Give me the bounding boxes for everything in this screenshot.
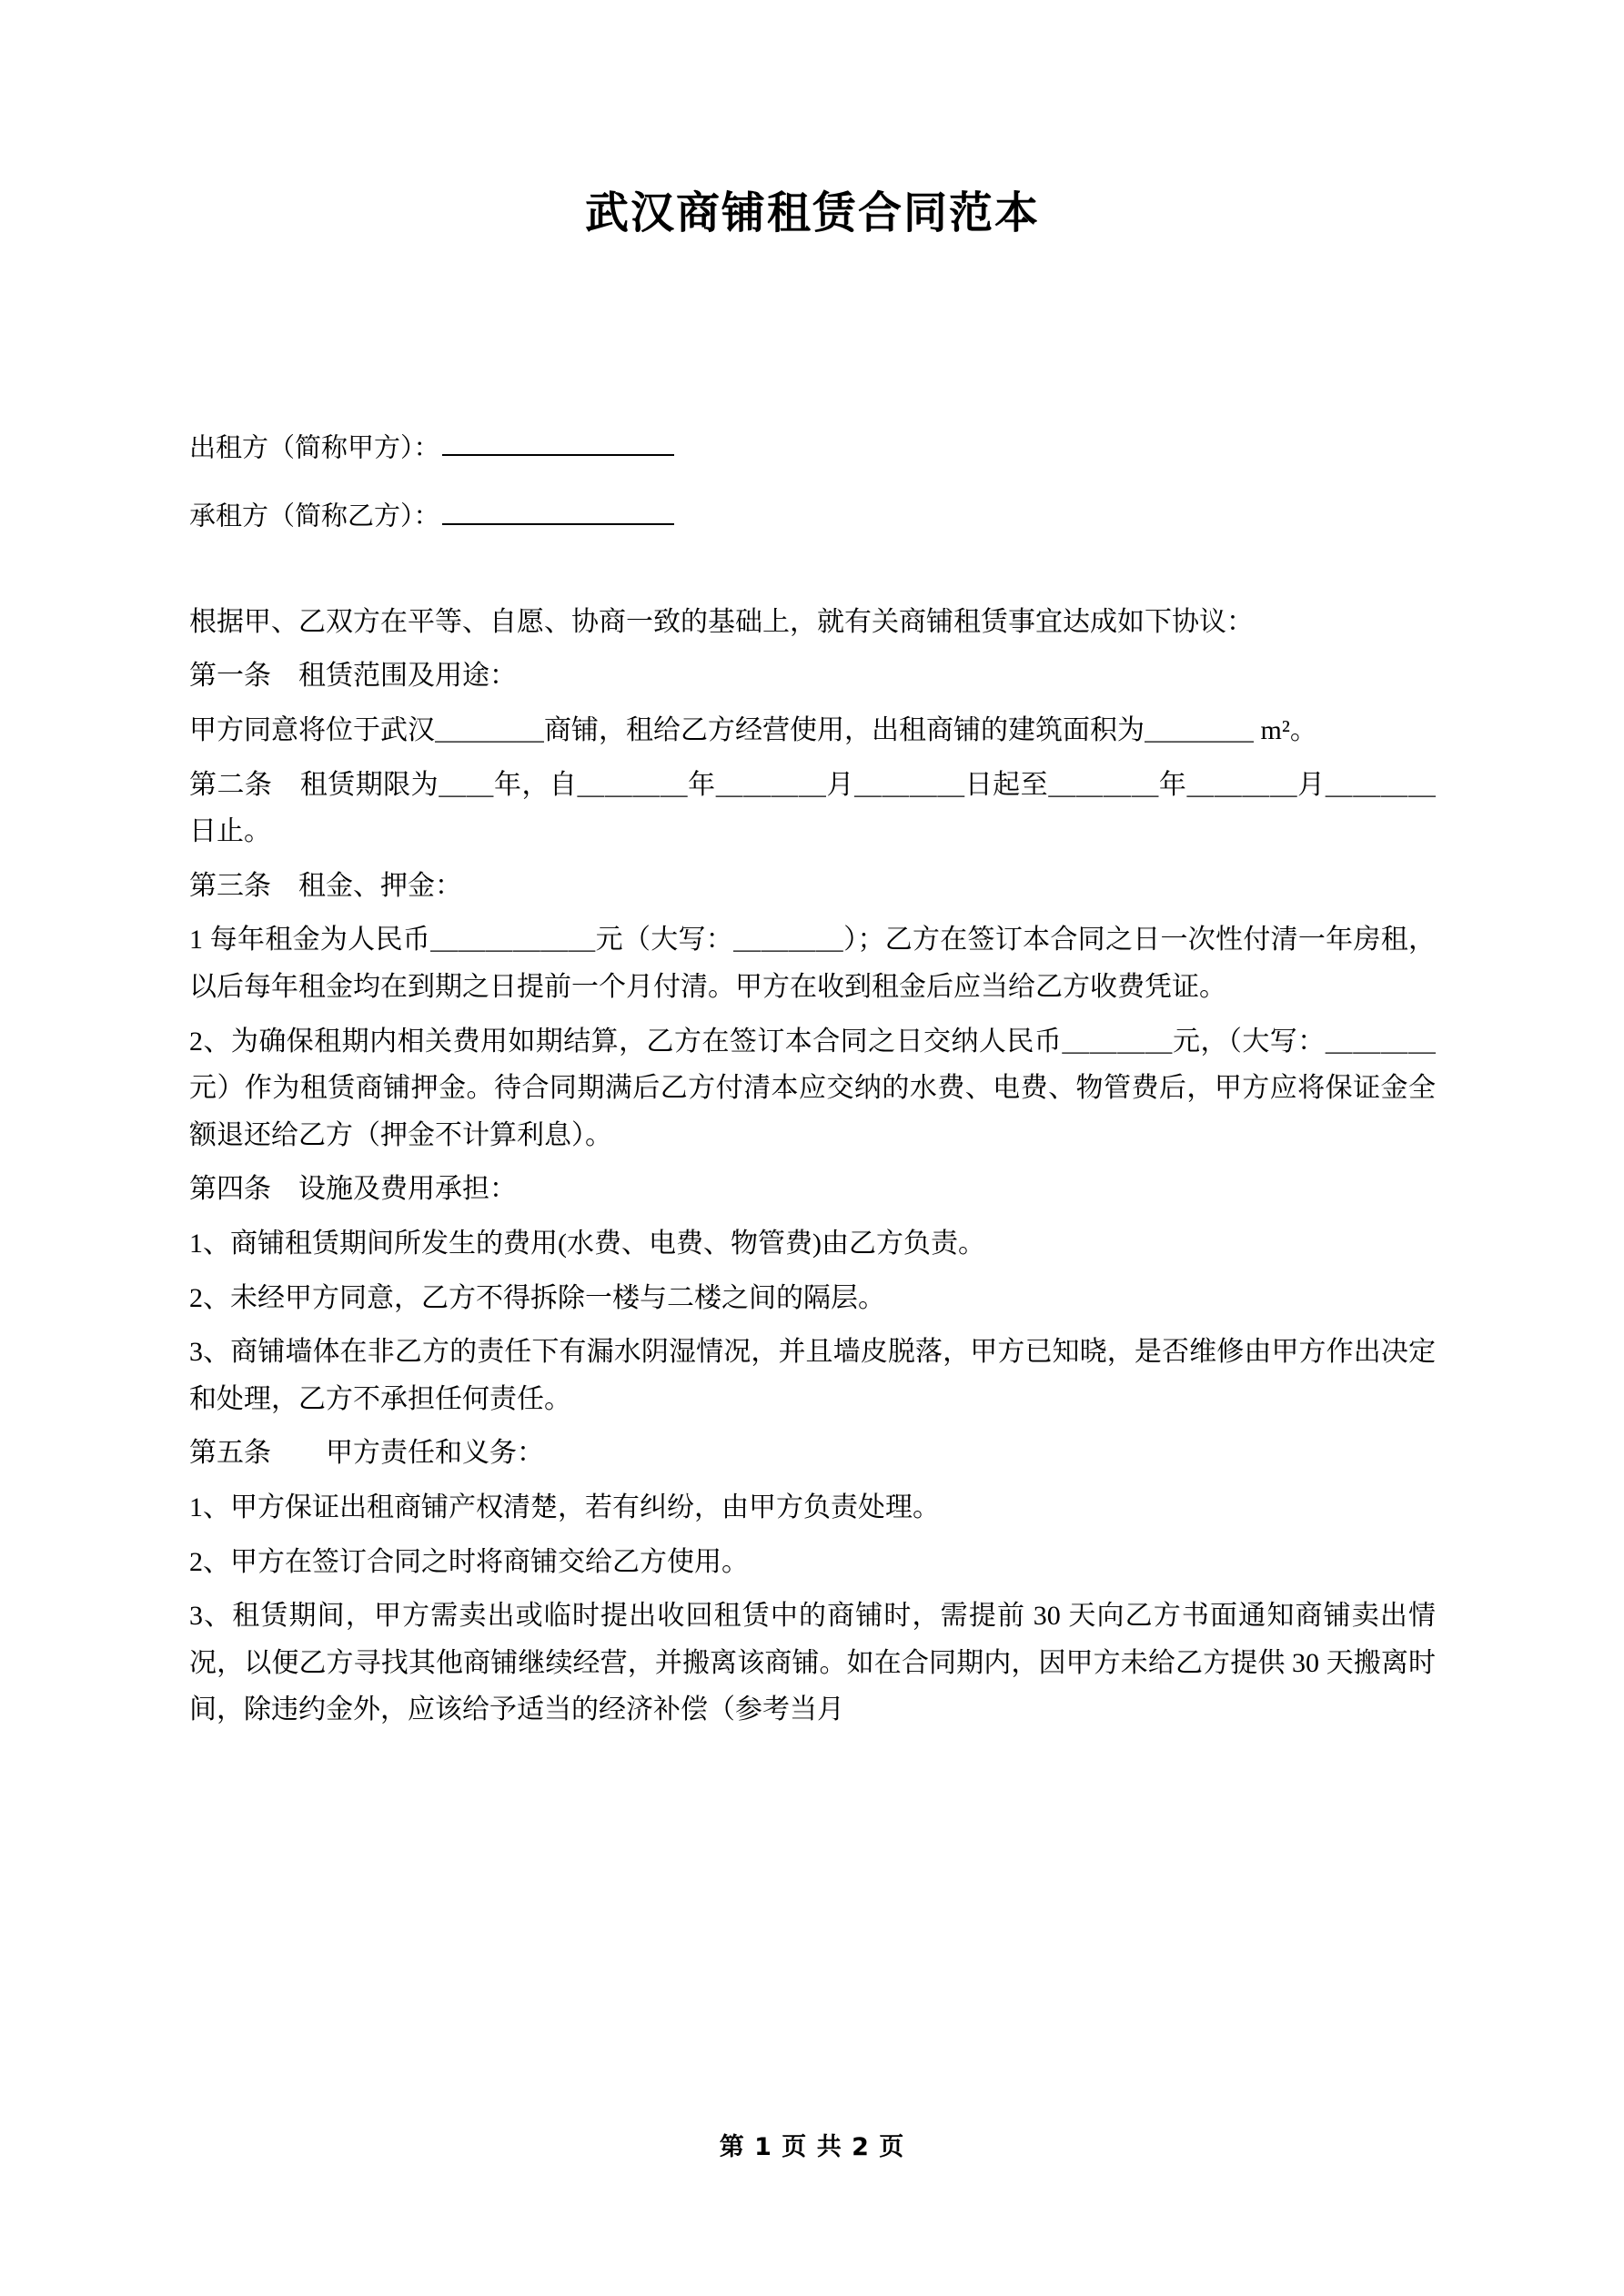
paragraph-article-4-item-1: 1、商铺租赁期间所发生的费用(水费、电费、物管费)由乙方负责。 <box>189 1229 985 1259</box>
page-title: 武汉商铺租赁合同范本 <box>584 187 1040 238</box>
lessee-blank[interactable] <box>442 495 674 524</box>
contract-body <box>189 599 1436 1734</box>
page-footer: 第 1 页 共 2 页 <box>719 2133 905 2161</box>
paragraph-preamble: 根据甲、乙双方在平等、自愿、协商一致的基础上，就有关商铺租赁事宜达成如下协议： <box>189 606 1254 637</box>
paragraph-article-3-heading: 第三条 租金、押金： <box>189 870 462 901</box>
paragraph-article-3-item-2: 2、为确保租期内相关费用如期结算，乙方在签订本合同之日交纳人民币＿＿＿＿元，（大写：＿＿＿＿元）作为租赁商铺押金。待合同期满后乙方付清本应交纳的水费、电费、物管费后，甲方应将保证金全额退还给乙方（押金不计算利息）。 <box>189 1026 1436 1150</box>
lessee-label: 承租方（简称乙方）： <box>189 501 440 531</box>
paragraph-article-5-item-2: 2、甲方在签订合同之时将商铺交给乙方使用。 <box>189 1546 749 1577</box>
paragraph-article-4-item-3: 3、商铺墙体在非乙方的责任下有漏水阴湿情况，并且墙皮脱落，甲方已知晓，是否维修由甲方作出决定和处理，乙方不承担任何责任。 <box>189 1337 1436 1414</box>
lessor-label: 出租方（简称甲方）： <box>189 433 440 463</box>
paragraph-article-5-item-1: 1、甲方保证出租商铺产权清楚，若有纠纷，由甲方负责处理。 <box>189 1492 940 1522</box>
lessor-line <box>189 427 1436 461</box>
document-content <box>189 0 1436 1741</box>
lessor-blank[interactable] <box>442 427 674 456</box>
paragraph-article-3-item-1: 1 每年租金为人民币＿＿＿＿＿＿元（大写：＿＿＿＿）；乙方在签订本合同之日一次性付清一年房租，以后每年租金均在到期之日提前一个月付清。甲方在收到租金后应当给乙方收费凭证。 <box>189 925 1436 1003</box>
paragraph-article-1-heading: 第一条 租赁范围及用途： <box>189 661 517 692</box>
paragraph-article-4-item-2: 2、未经甲方同意，乙方不得拆除一楼与二楼之间的隔层。 <box>189 1282 885 1313</box>
lessee-line <box>189 495 1436 530</box>
paragraph-article-5-heading: 第五条 甲方责任和义务： <box>189 1438 544 1469</box>
paragraph-article-2: 第二条 租赁期限为＿＿年，自＿＿＿＿年＿＿＿＿月＿＿＿＿日起至＿＿＿＿年＿＿＿＿月＿＿＿＿日止。 <box>189 769 1436 847</box>
paragraph-article-5-item-3: 3、租赁期间，甲方需卖出或临时提出收回租赁中的商铺时，需提前 30 天向乙方书面通知商铺卖出情况，以便乙方寻找其他商铺继续经营，并搬离该商铺。如在合同期内，因甲方未给乙方提供 30 天搬离时间，除违约金外，应该给予适当的经济补偿（参考当月 <box>189 1601 1436 1725</box>
paragraph-article-4-heading: 第四条 设施及费用承担： <box>189 1174 517 1205</box>
paragraph-article-1-text: 甲方同意将位于武汉＿＿＿＿商铺，租给乙方经营使用，出租商铺的建筑面积为＿＿＿＿ m²。 <box>189 715 1317 746</box>
party-block <box>189 427 1436 531</box>
